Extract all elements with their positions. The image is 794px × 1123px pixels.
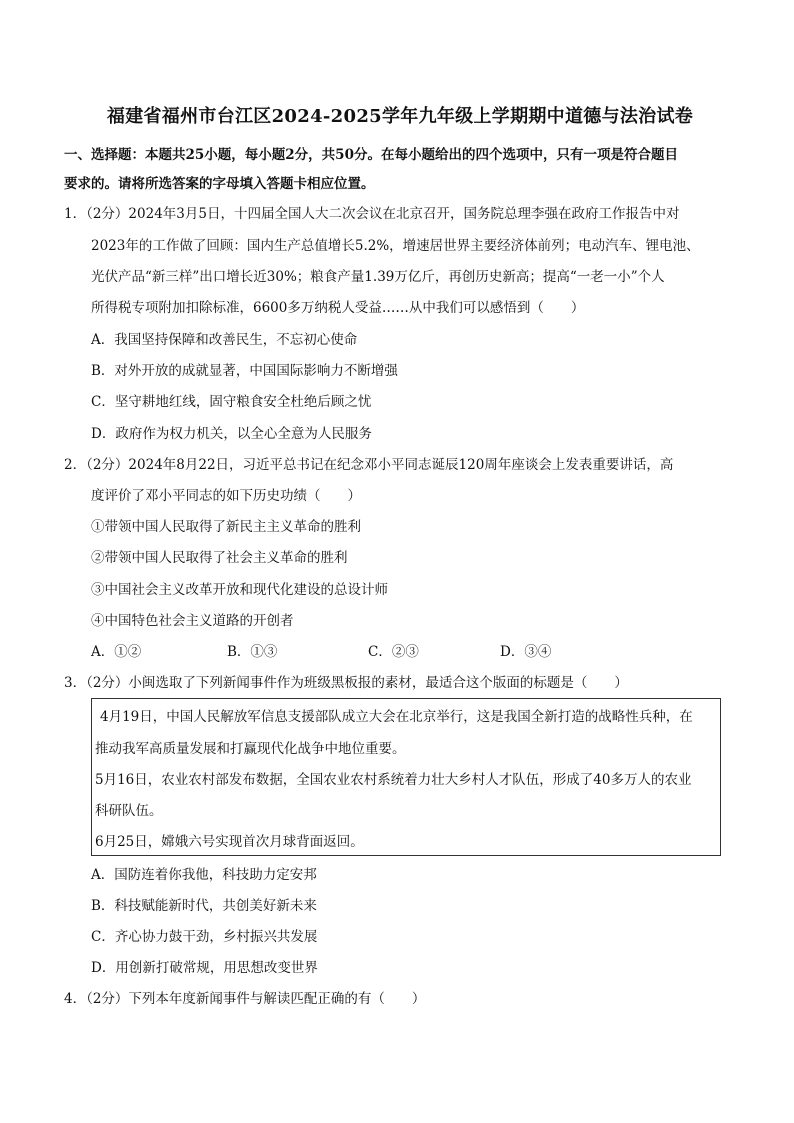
- news-box-line-1: 4月19日，中国人民解放军信息支援部队成立大会在北京举行，这是我国全新打造的战略性兵种，在: [100, 709, 693, 725]
- question-3-option-c: C．齐心协力鼓干劲，乡村振兴共发展: [91, 929, 318, 945]
- question-4-stem: 4．（2分）下列本年度新闻事件与解读匹配正确的有（ ）: [64, 991, 426, 1007]
- question-2-stem-line-2: 度评价了邓小平同志的如下历史功绩（ ）: [91, 488, 361, 504]
- exam-title: 福建省福州市台江区2024-2025学年九年级上学期期中道德与法治试卷: [106, 106, 694, 127]
- news-box-line-5: 6月25日，嫦娥六号实现首次月球背面返回。: [95, 834, 364, 850]
- news-box-line-4: 科研队伍。: [95, 803, 163, 819]
- question-2-option-d: D．③④: [500, 644, 552, 660]
- section-instruction-line-1: 一、选择题：本题共25小题，每小题2分，共50分。在每小题给出的四个选项中，只有一项是符合题目: [64, 147, 678, 163]
- question-1-stem-line-4: 所得税专项附加扣除标准，6600多万纳税人受益……从中我们可以感悟到（ ）: [91, 300, 585, 316]
- news-box-line-2: 推动我军高质量发展和打赢现代化战争中地位重要。: [95, 741, 406, 757]
- question-2-item-4: ④中国特色社会主义道路的开创者: [91, 613, 294, 629]
- question-3-option-b: B．科技赋能新时代，共创美好新未来: [91, 898, 317, 914]
- question-2-item-2: ②带领中国人民取得了社会主义革命的胜利: [91, 550, 348, 566]
- question-2-stem-line-1: 2．（2分）2024年8月22日，习近平总书记在纪念邓小平同志诞辰120周年座谈会上发表重要讲话，高: [64, 457, 674, 473]
- question-2-option-c: C．②③: [368, 644, 419, 660]
- question-2-item-1: ①带领中国人民取得了新民主主义革命的胜利: [91, 519, 361, 535]
- question-1-stem-line-3: 光伏产品“新三样”出口增长近30%；粮食产量1.39万亿斤，再创历史新高；提高“一老一小”个人: [91, 269, 665, 285]
- question-2-option-b: B．①③: [227, 644, 278, 660]
- question-3-option-d: D．用创新打破常规，用思想改变世界: [91, 960, 318, 976]
- question-1-option-c: C．坚守耕地红线，固守粮食安全杜绝后顾之忧: [91, 394, 372, 410]
- section-instruction-line-2: 要求的。请将所选答案的字母填入答题卡相应位置。: [64, 176, 375, 192]
- question-3-stem: 3．（2分）小闽选取了下列新闻事件作为班级黑板报的素材，最适合这个版面的标题是（ ）: [64, 675, 628, 691]
- question-3-option-a: A．国防连着你我他，科技助力定安邦: [91, 867, 317, 883]
- question-2-option-a: A．①②: [91, 644, 142, 660]
- question-1-stem-line-1: 1．（2分）2024年3月5日，十四届全国人大二次会议在北京召开，国务院总理李强在政府工作报告中对: [64, 206, 680, 222]
- news-box-line-3: 5月16日，农业农村部发布数据，全国农业农村系统着力壮大乡村人才队伍，形成了40多万人的农业: [95, 772, 692, 788]
- question-1-stem-line-2: 2023年的工作做了回顾：国内生产总值增长5.2%，增速居世界主要经济体前列；电动汽车、锂电池、: [91, 238, 700, 254]
- question-1-option-a: A．我国坚持保障和改善民生，不忘初心使命: [91, 332, 358, 348]
- question-1-option-b: B．对外开放的成就显著，中国国际影响力不断增强: [91, 363, 398, 379]
- question-2-item-3: ③中国社会主义改革开放和现代化建设的总设计师: [91, 582, 388, 598]
- question-1-option-d: D．政府作为权力机关，以全心全意为人民服务: [91, 426, 372, 442]
